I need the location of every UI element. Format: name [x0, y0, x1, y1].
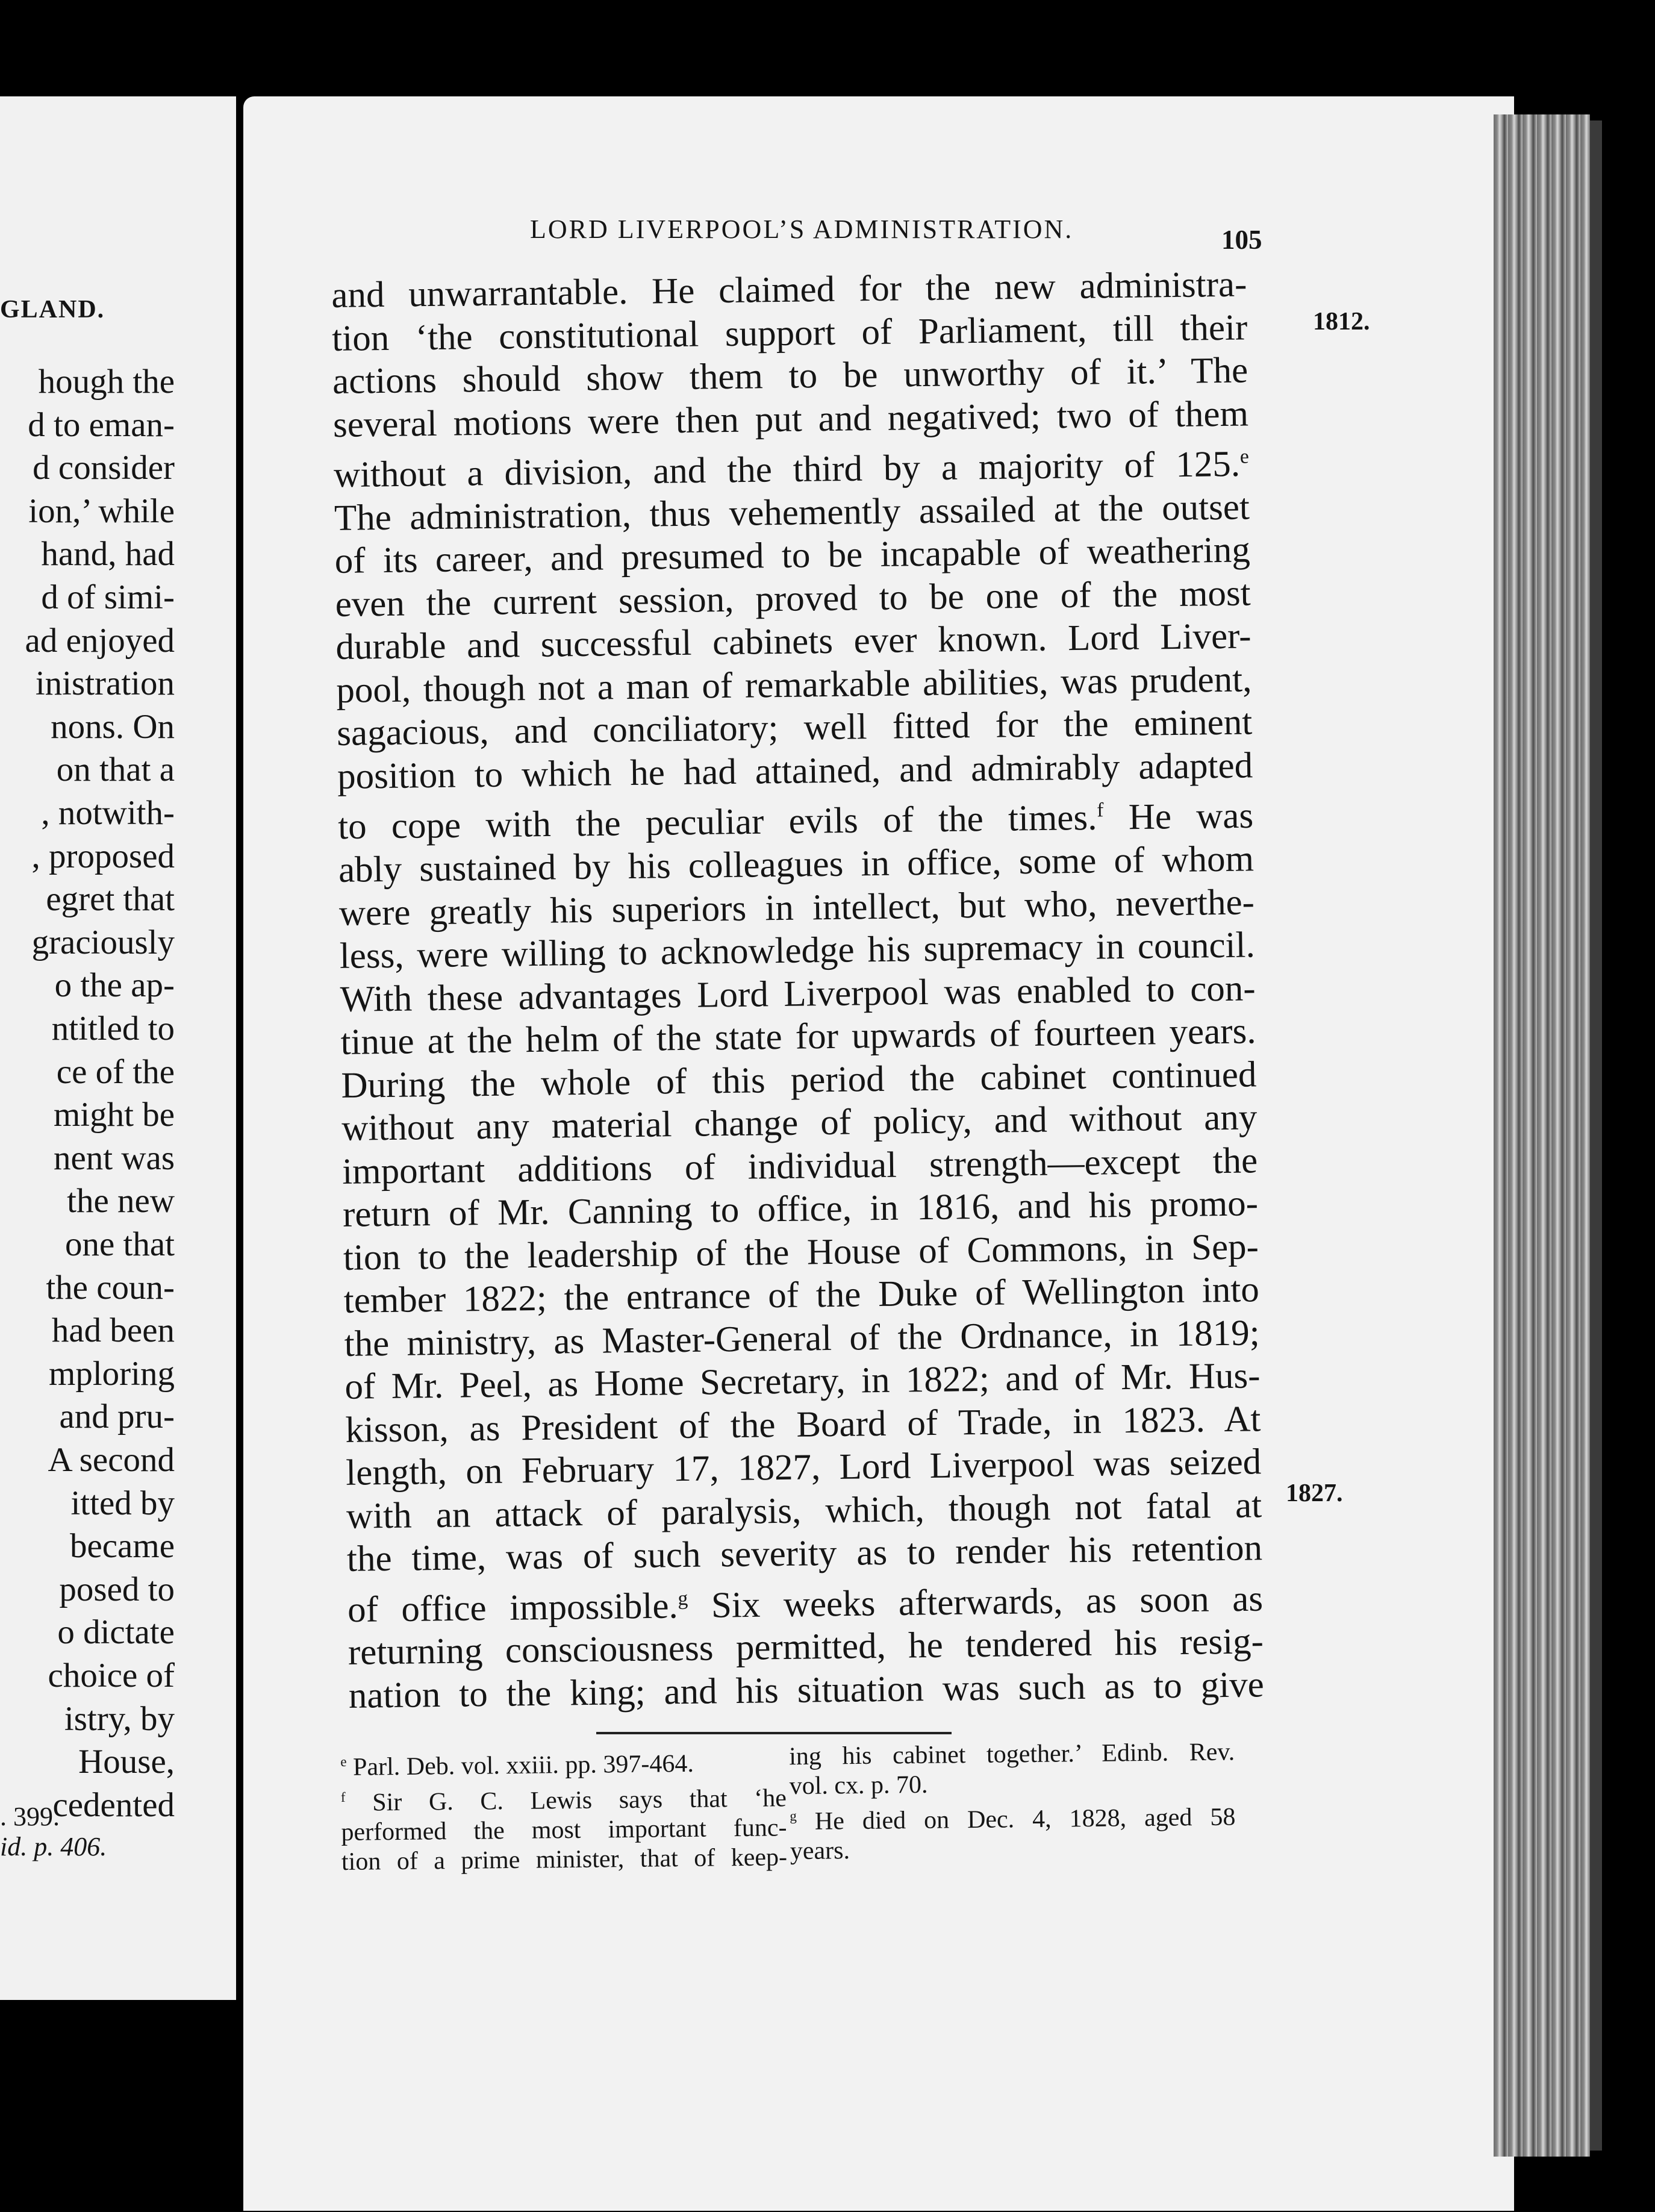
left-text-line: nons. On: [51, 707, 175, 746]
body-text-line: several motions were then put and negatived; two of them: [332, 393, 1249, 445]
body-text-line: kisson, as President of the Board of Trade, in 1823. At: [345, 1398, 1261, 1451]
left-text-line: , proposed: [31, 837, 175, 875]
body-text-line: the ministry, as Master-General of the Ordnance, in 1819;: [344, 1312, 1260, 1364]
footnote-text: He died on Dec. 4, 1828, aged 58: [814, 1803, 1236, 1836]
footnote-mark: e: [340, 1753, 347, 1769]
left-text-line: itted by: [70, 1484, 175, 1522]
body-text-line: The administration, thus vehemently assailed at the outset: [334, 487, 1250, 539]
left-text-line: istry, by: [64, 1699, 175, 1738]
left-text-line: egret that: [46, 880, 175, 919]
page-edges: [1494, 114, 1590, 2157]
body-text-line: ably sustained by his colleagues in office, some of whom: [338, 839, 1254, 891]
left-text-line: o dictate: [57, 1613, 175, 1652]
body-text-line: were greatly his superiors in intellect, but who, neverthe-: [338, 882, 1255, 934]
left-text-line: became: [69, 1527, 175, 1566]
left-text-line: nent was: [53, 1139, 175, 1177]
body-text-line: During the whole of this period the cabinet continued: [341, 1054, 1257, 1106]
body-text-line: tion ‘the constitutional support of Parliament, till their: [331, 307, 1248, 359]
page-edge-shadow: [1590, 120, 1602, 2151]
body-text-line: return of Mr. Canning to office, in 1816, and his promo-: [342, 1183, 1259, 1236]
footnote-ref: g: [678, 1587, 688, 1610]
left-text-line: choice of: [48, 1657, 175, 1695]
body-text-line: less, were willing to acknowledge his supremacy in council.: [339, 925, 1256, 977]
left-text-line: , notwith-: [41, 794, 175, 832]
left-text-line: d to eman-: [28, 405, 175, 444]
body-text-line: tinue at the helm of the state for upwards of fourteen years.: [340, 1011, 1256, 1063]
footnote-line: [341, 1778, 787, 1818]
left-text-line: ce of the: [56, 1052, 175, 1091]
left-text-line: mploring: [49, 1354, 175, 1393]
body-text-line: important additions of individual strength—except the: [341, 1140, 1258, 1192]
margin-date: 1827.: [1286, 1479, 1343, 1507]
footnote-line: [790, 1796, 1236, 1837]
body-text-line: with an attack of paralysis, which, though not fatal at: [346, 1484, 1262, 1537]
body-text-line: tember 1822; the entrance of the Duke of Wellington into: [343, 1269, 1260, 1322]
left-text-line: the coun-: [46, 1268, 175, 1307]
body-text-line: pool, though not a man of remarkable abilities, was prudent,: [336, 659, 1252, 711]
body-text-line: of Mr. Peel, as Home Secretary, in 1822; and of Mr. Hus-: [344, 1355, 1261, 1408]
left-text-line: hand, had: [41, 535, 175, 573]
left-running-head: GLAND.: [0, 296, 105, 323]
footnote-line: performed the most important func-: [341, 1814, 787, 1846]
left-text-line: d consider: [33, 449, 175, 487]
left-text-line: ntitled to: [51, 1010, 175, 1048]
body-text-line: length, on February 17, 1827, Lord Liverpool was seized: [345, 1442, 1262, 1494]
footnote-line: vol. cx. p. 70.: [789, 1770, 928, 1801]
left-text-line: had been: [51, 1311, 175, 1350]
left-text-line: the new: [67, 1182, 175, 1220]
footnote-mark: g: [790, 1808, 797, 1824]
footnote-rule: [596, 1732, 952, 1734]
body-text-line: durable and successful cabinets ever known. Lord Liver-: [335, 616, 1251, 668]
left-text-line: on that a: [56, 751, 175, 789]
left-text-line: House,: [78, 1743, 175, 1781]
footnote-line: ing his cabinet together.’ Edinb. Rev.: [788, 1738, 1235, 1771]
left-text-line: cedented: [52, 1786, 175, 1824]
body-text-line: nation to the king; and his situation was such as to give: [348, 1664, 1265, 1716]
footnote-ref: e: [1239, 445, 1250, 468]
footnote-column-right: [789, 1737, 1236, 1866]
body-text-line: tion to the leadership of the House of Commons, in Sep-: [343, 1226, 1259, 1278]
body-text-line: without any material change of policy, and without any: [341, 1097, 1258, 1149]
left-text-line: hough the: [38, 363, 175, 401]
left-footnote: id. p. 406.: [0, 1832, 107, 1861]
left-text-line: graciously: [31, 923, 175, 961]
margin-date: 1812.: [1313, 308, 1370, 336]
body-text: [331, 263, 1264, 1717]
footnote-text: Parl. Deb. vol. xxiii. pp. 397-464.: [352, 1749, 694, 1781]
footnote-text: Sir G. C. Lewis says that ‘he: [372, 1784, 787, 1817]
footnote-line: tion of a prime minister, that of keep-: [341, 1843, 788, 1876]
body-text-line: to cope with the peculiar evils of the times.$^f$ He was: [337, 796, 1254, 848]
body-text-line: sagacious, and conciliatory; well fitted for the eminent: [336, 702, 1253, 754]
footnote-line: years.: [790, 1837, 850, 1866]
left-text-line: one that: [64, 1225, 175, 1263]
left-text-line: ad enjoyed: [25, 621, 175, 660]
left-text-line: might be: [53, 1096, 175, 1134]
left-text-line: inistration: [35, 664, 175, 703]
body-text-line: even the current session, proved to be one of the most: [335, 573, 1251, 625]
body-text-line: and unwarrantable. He claimed for the new administra-: [331, 264, 1247, 316]
running-head: LORD LIVERPOOL’S ADMINISTRATION.: [530, 214, 1074, 244]
body-text-line: returning consciousness permitted, he tendered his resig-: [348, 1621, 1264, 1673]
left-text-line: and pru-: [59, 1398, 175, 1436]
left-page: [0, 96, 236, 2000]
body-text-line: of office impossible.$^g$ Six weeks afterwards, as soon as: [347, 1578, 1264, 1630]
body-text-line: of its career, and presumed to be incapable of weathering: [334, 530, 1251, 582]
left-text-line: A second: [48, 1441, 175, 1479]
body-text-line: without a division, and the third by a majority of 125.$^e$: [333, 443, 1250, 496]
left-text-line: d of simi-: [41, 578, 175, 616]
footnote-ref: f: [1097, 799, 1104, 822]
left-text-line: o the ap-: [54, 966, 175, 1005]
page-number: 105: [1221, 225, 1262, 255]
left-text-line: ion,’ while: [28, 492, 175, 530]
footnote-mark: f: [340, 1789, 346, 1805]
left-text-line: posed to: [59, 1570, 175, 1608]
footnote-column-left: [340, 1742, 787, 1877]
body-text-line: the time, was of such severity as to render his retention: [346, 1528, 1263, 1579]
footnote-line: [340, 1742, 787, 1782]
body-text-line: position to which he had attained, and admirably adapted: [337, 745, 1253, 797]
body-text-line: actions should show them to be unworthy of it.’ The: [332, 350, 1248, 402]
body-text-line: With these advantages Lord Liverpool was enabled to con-: [340, 967, 1256, 1020]
left-footnote: . 399.: [0, 1802, 60, 1831]
